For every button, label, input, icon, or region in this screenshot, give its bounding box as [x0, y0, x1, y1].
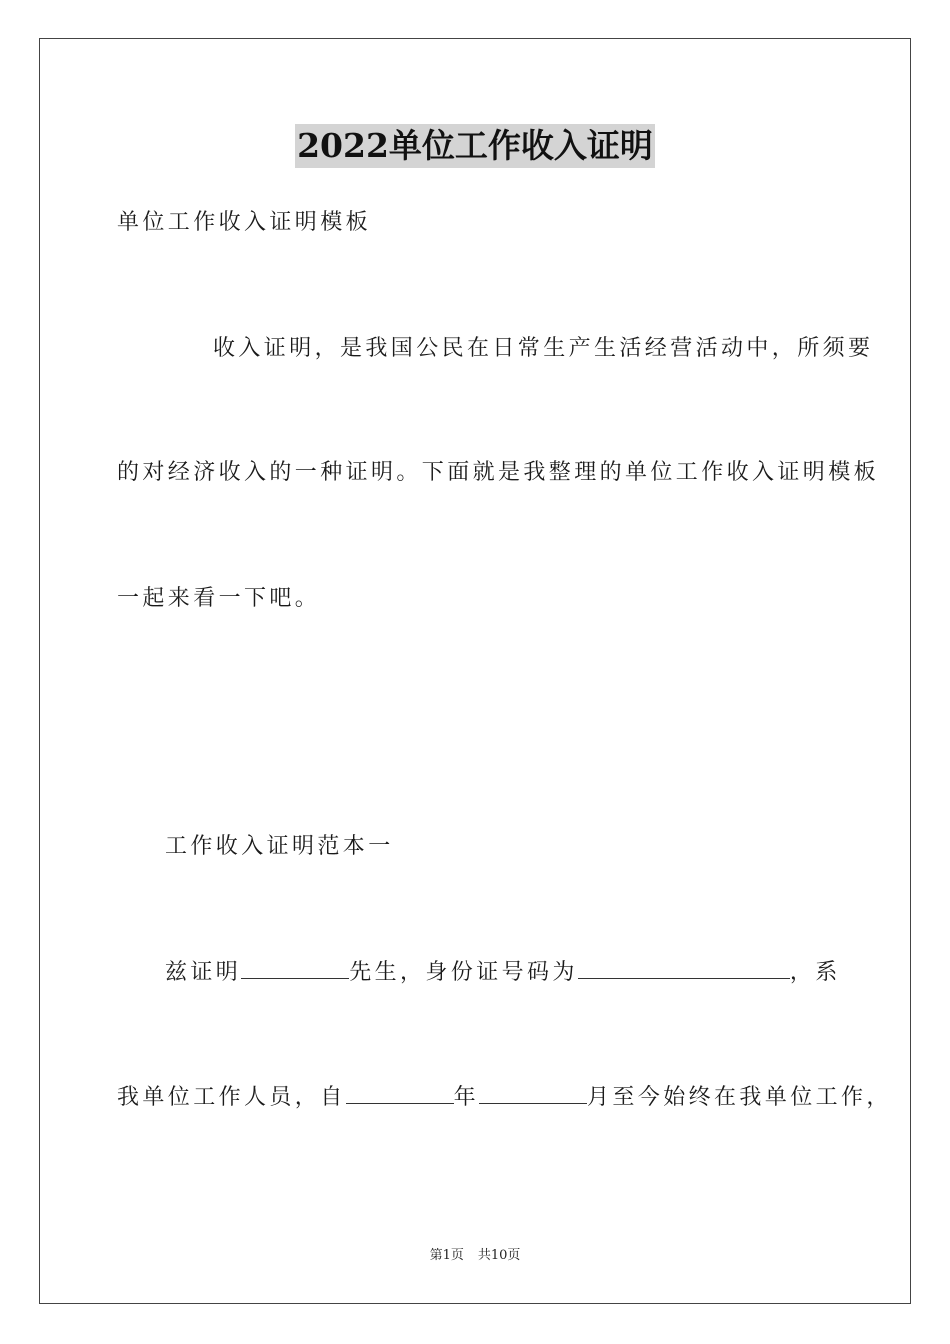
body-line-1-text-b: 先生，身份证号码为	[349, 960, 578, 985]
intro-line-1: 收入证明，是我国公民在日常生产生活经营活动中，所须要	[213, 336, 874, 361]
body-line-2	[117, 1081, 892, 1113]
document-title: 2022单位工作收入证明	[295, 124, 655, 168]
body-line-1-text-a: 兹证明	[165, 960, 242, 985]
body-line-2-text-b: 年	[453, 1085, 480, 1110]
page-total: 共10页	[477, 1248, 521, 1263]
body-line-2-text-c: 月至今始终在我单位工作，	[587, 1085, 892, 1110]
year-blank[interactable]	[346, 1081, 454, 1104]
page-number: 第1页	[429, 1248, 464, 1263]
section-heading: 工作收入证明范本一	[165, 834, 394, 859]
id-number-blank[interactable]	[578, 956, 790, 979]
page-footer	[0, 1246, 950, 1266]
body-line-2-text-a: 我单位工作人员，自	[117, 1085, 346, 1110]
body-line-1	[165, 956, 841, 988]
month-blank[interactable]	[479, 1081, 587, 1104]
intro-line-3: 一起来看一下吧。	[117, 586, 321, 611]
document-subtitle: 单位工作收入证明模板	[117, 210, 372, 235]
title-container	[0, 124, 950, 168]
intro-line-2: 的对经济收入的一种证明。下面就是我整理的单位工作收入证明模板	[117, 460, 880, 485]
name-blank[interactable]	[241, 956, 349, 979]
body-line-1-text-c: ，系	[789, 960, 841, 985]
